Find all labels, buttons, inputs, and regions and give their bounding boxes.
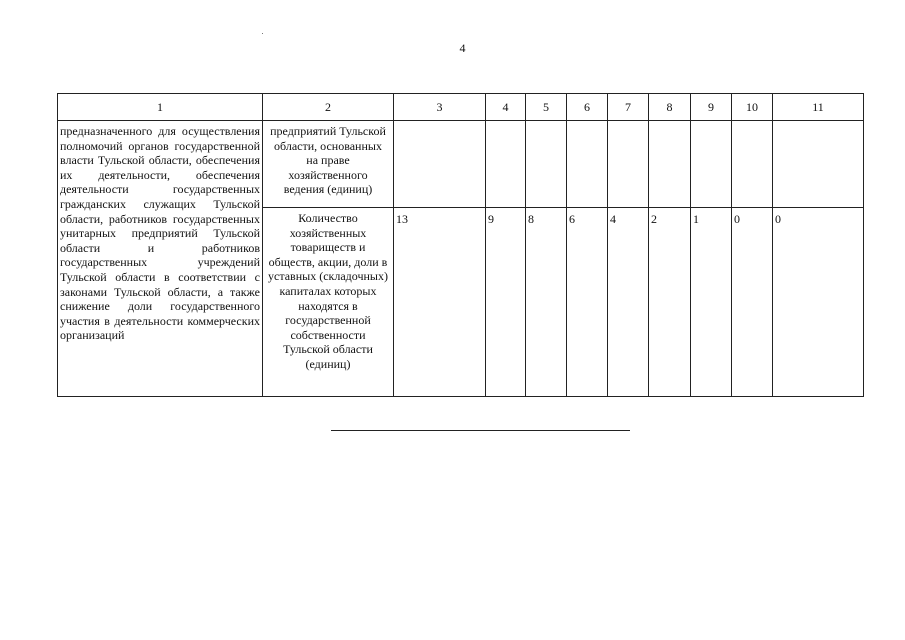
- header-cell-7: 7: [608, 94, 649, 121]
- header-cell-10: 10: [732, 94, 773, 121]
- value-cell: [732, 121, 773, 208]
- value-cell: [608, 121, 649, 208]
- value-cell: 2: [649, 208, 691, 397]
- indicator-name-cell: Количество хозяйственных товариществ и обществ, акции, доли в уставных (складочных) капиталах которых находятся в государственной собственности Тульской области (единиц): [263, 208, 394, 397]
- value-cell: 0: [732, 208, 773, 397]
- header-cell-6: 6: [567, 94, 608, 121]
- value-cell: 1: [691, 208, 732, 397]
- value-cell: [567, 121, 608, 208]
- value-cell: 8: [526, 208, 567, 397]
- header-cell-2: 2: [263, 94, 394, 121]
- value-cell: [486, 121, 526, 208]
- goal-description-text: предназначенного для осуществления полномочий органов государственной власти Тульской области, обеспечения их деятельности, обеспечения деятельности государственных гражданских служащих Тульской области, работников государственных унитарных предприятий Тульской области и работников государственных учреждений Тульской области в соответствии с законами Тульской области, а также снижение доли государственного участия в деятельности коммерческих: [60, 124, 260, 328]
- value-cell: 9: [486, 208, 526, 397]
- closing-rule: [331, 430, 630, 431]
- value-cell: 6: [567, 208, 608, 397]
- header-cell-1: 1: [58, 94, 263, 121]
- goal-description-cell: [58, 121, 263, 397]
- header-cell-5: 5: [526, 94, 567, 121]
- value-cell: [691, 121, 732, 208]
- table-row: [58, 121, 864, 208]
- header-cell-8: 8: [649, 94, 691, 121]
- header-cell-9: 9: [691, 94, 732, 121]
- page-number: 4: [459, 41, 466, 55]
- value-cell: [649, 121, 691, 208]
- table-header-row: [58, 94, 864, 121]
- indicator-name-cell: предприятий Тульской области, основанных на праве хозяйственного ведения (единиц): [263, 121, 394, 208]
- scan-dot: [262, 33, 263, 34]
- value-cell: [773, 121, 864, 208]
- value-cell: 4: [608, 208, 649, 397]
- value-cell: 0: [773, 208, 864, 397]
- value-cell: 13: [394, 208, 486, 397]
- value-cell: [394, 121, 486, 208]
- indicators-table: [57, 93, 864, 397]
- header-cell-4: 4: [486, 94, 526, 121]
- header-cell-3: 3: [394, 94, 486, 121]
- goal-description-last-line: организаций: [60, 328, 125, 343]
- value-cell: [526, 121, 567, 208]
- header-cell-11: 11: [773, 94, 864, 121]
